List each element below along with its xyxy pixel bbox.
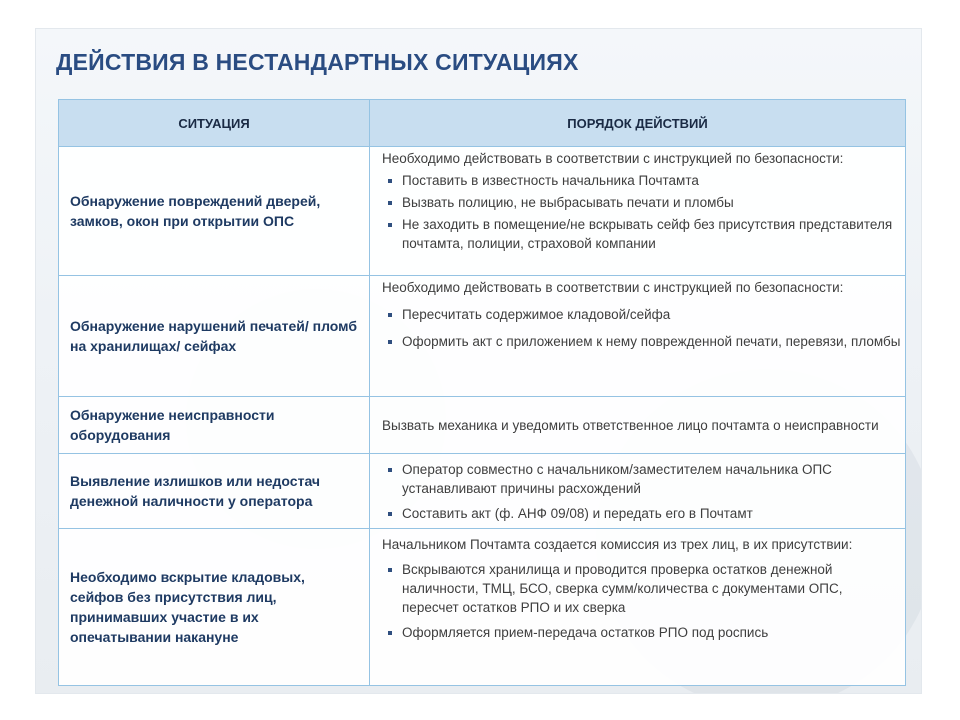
situation-cell: Обнаружение нарушений печатей/ пломб на хранилищах/ сейфах [59, 276, 370, 397]
actions-list [382, 171, 901, 253]
table-row [59, 276, 906, 397]
situation-cell: Необходимо вскрытие кладовых, сейфов без присутствия лиц, принимавших участие в их опечатывании накануне [59, 529, 370, 686]
action-item: Вскрываются хранилища и проводится проверка остатков денежной наличности, ТМЦ, БСО, сверка сумм/количества с документами ОПС, пересчет остатков РПО и их сверка [388, 560, 901, 617]
action-item: Оформляется прием-передача остатков РПО под роспись [388, 623, 901, 642]
action-item: Поставить в известность начальника Почтамта [388, 171, 901, 190]
table-row [59, 529, 906, 686]
action-item: Оформить акт с приложением к нему поврежденной печати, перевязи, пломбы [388, 332, 901, 351]
action-item: Вызвать полицию, не выбрасывать печати и пломбы [388, 193, 901, 212]
actions-table [58, 99, 906, 686]
actions-cell [370, 147, 906, 276]
situation-cell: Выявление излишков или недостач денежной наличности у оператора [59, 454, 370, 529]
column-header-situation: СИТУАЦИЯ [59, 100, 370, 147]
table-header-row [59, 100, 906, 147]
actions-intro: Необходимо действовать в соответствии с инструкцией по безопасности: [382, 151, 844, 166]
table-row [59, 454, 906, 529]
actions-cell [370, 397, 906, 454]
action-item: Составить акт (ф. АНФ 09/08) и передать его в Почтамт [388, 504, 901, 523]
action-item: Пересчитать содержимое кладовой/сейфа [388, 305, 901, 324]
situation-cell: Обнаружение неисправности оборудования [59, 397, 370, 454]
action-item: Не заходить в помещение/не вскрывать сейф без присутствия представителя почтамта, полиции, страховой компании [388, 215, 901, 253]
page-title: ДЕЙСТВИЯ В НЕСТАНДАРТНЫХ СИТУАЦИЯХ [56, 49, 579, 75]
actions-cell [370, 454, 906, 529]
table-row [59, 397, 906, 454]
actions-cell [370, 276, 906, 397]
actions-list [382, 460, 901, 523]
actions-list [382, 305, 901, 351]
column-header-actions: ПОРЯДОК ДЕЙСТВИЙ [370, 100, 906, 147]
actions-intro: Необходимо действовать в соответствии с инструкцией по безопасности: [382, 280, 844, 295]
situation-cell: Обнаружение повреждений дверей, замков, окон при открытии ОПС [59, 147, 370, 276]
action-item: Оператор совместно с начальником/заместителем начальника ОПС устанавливают причины расхождений [388, 460, 901, 498]
actions-cell [370, 529, 906, 686]
actions-intro: Вызвать механика и уведомить ответственное лицо почтамта о неисправности [382, 417, 879, 433]
slide [35, 28, 922, 694]
actions-list [382, 560, 901, 642]
actions-intro: Начальником Почтамта создается комиссия из трех лиц, в их присутствии: [382, 537, 853, 552]
table-row [59, 147, 906, 276]
